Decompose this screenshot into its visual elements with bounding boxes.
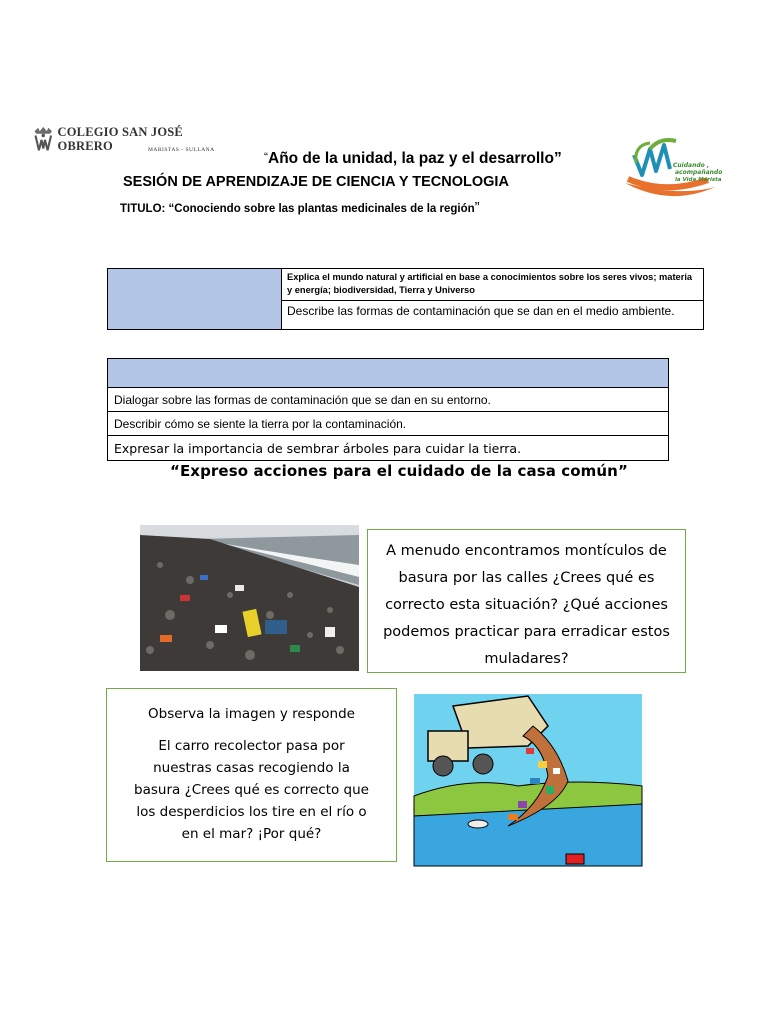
beach-garbage-photo: [140, 525, 359, 671]
lesson-title-text: TITULO: “Conociendo sobre las plantas medicinales de la región: [120, 203, 475, 215]
marist-logo-line1: Cuidando ,: [673, 162, 710, 169]
truck-dumping-illustration: [408, 686, 662, 867]
lesson-title-close-quote: ”: [474, 199, 480, 216]
competence-capacity: Describe las formas de contaminación que se dan en el medio ambiente.: [282, 301, 704, 330]
activity-row: Describir cómo se siente la tierra por la contaminación.: [108, 412, 669, 436]
marist-logo-line3: la Vida Marista: [675, 177, 722, 183]
competence-description: Explica el mundo natural y artificial en base a conocimientos sobre los seres vivos; materia y energía; biodiversidad, Tierra y Universo: [282, 269, 704, 301]
competence-table: [107, 268, 704, 330]
motto-heading: “Expreso acciones para el cuidado de la casa común”: [170, 462, 628, 480]
lesson-title: [120, 199, 480, 216]
instruction-text: Observa la imagen y responde: [148, 706, 355, 722]
school-subtitle: MARISTAS - SULLANA: [148, 147, 215, 153]
activity-row: Expresar la importancia de sembrar árboles para cuidar la tierra.: [108, 436, 669, 461]
activities-header-cell: [108, 359, 669, 388]
marist-logo-icon: [620, 135, 730, 205]
school-name: COLEGIO SAN JOSÉ OBRERO: [57, 125, 183, 153]
activity-row: Dialogar sobre las formas de contaminación que se dan en su entorno.: [108, 388, 669, 412]
competence-label-cell: [108, 269, 282, 330]
question-box-truck: [106, 688, 397, 862]
question-box-streets: A menudo encontramos montículos de basura por las calles ¿Crees qué es correcto esta situación? ¿Qué acciones podemos practicar para erradicar estos muladares?: [367, 529, 686, 673]
year-title-open-quote: “: [264, 150, 268, 164]
school-crest-icon: [32, 122, 55, 156]
marist-logo-line2: acompañando: [675, 169, 723, 176]
question-text: El carro recolector pasa por nuestras casas recogiendo la basura ¿Crees qué es correcto que los desperdicios los tire en el río o en el mar? ¡Por qué?: [134, 738, 369, 842]
year-title: [264, 150, 562, 168]
session-title: SESIÓN DE APRENDIZAJE DE CIENCIA Y TECNOLOGIA: [123, 174, 509, 190]
school-logo: [32, 122, 217, 156]
activities-table: [107, 358, 669, 461]
year-title-text: Año de la unidad, la paz y el desarrollo”: [268, 150, 562, 167]
